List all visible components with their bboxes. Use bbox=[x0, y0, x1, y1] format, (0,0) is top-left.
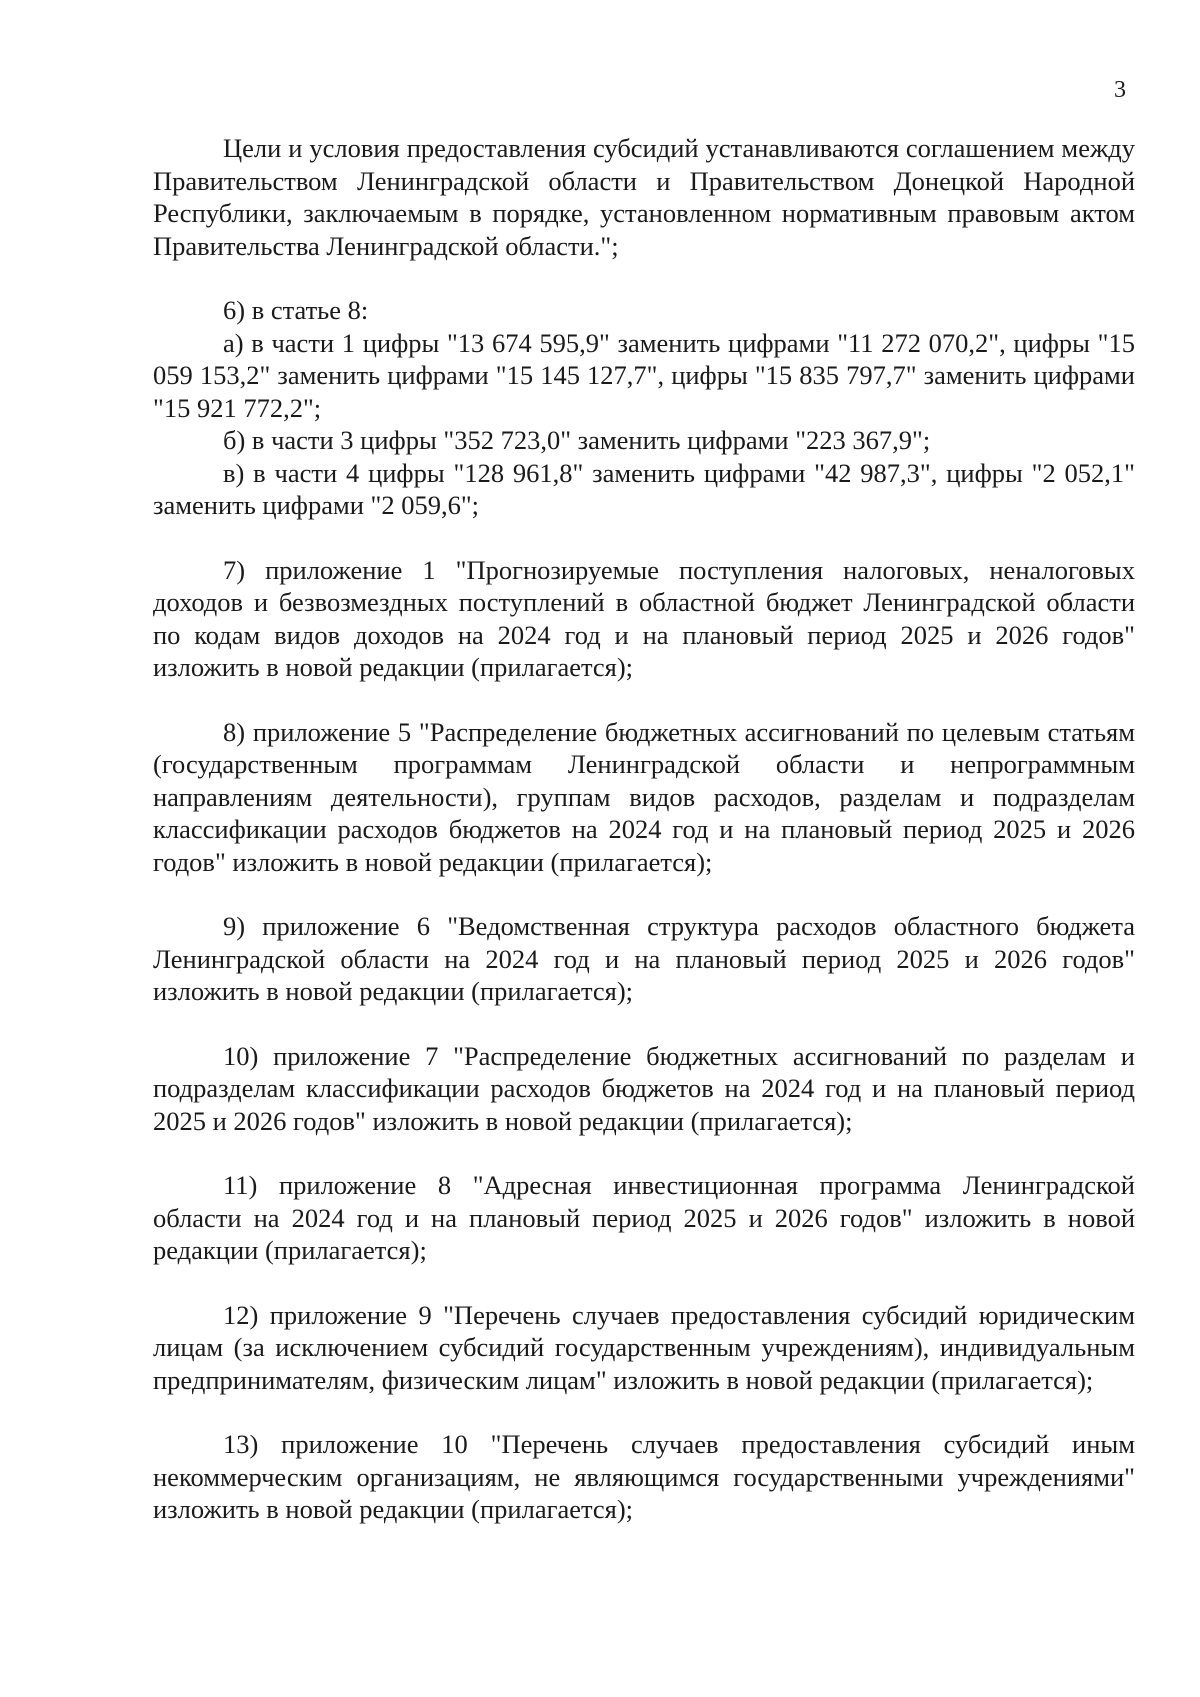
paragraph-item-6v: в) в части 4 цифры "128 961,8" заменить цифрами "42 987,3", цифры "2 052,1" заменить цифрами "2 059,6"; bbox=[153, 457, 1135, 520]
paragraph-item-13: 13) приложение 10 "Перечень случаев предоставления субсидий иным некоммерческим организациям, не являющимся государственными учреждениями" изложить в новой редакции (прилагается); bbox=[153, 1429, 1135, 1524]
paragraph-item-7: 7) приложение 1 "Прогнозируемые поступления налоговых, неналоговых доходов и безвозмездных поступлений в областной бюджет Ленинградской области по кодам видов доходов на 2024 год и на плановый период 2025 и 2026 годов" изложить в новой редакции (прилагается); bbox=[153, 554, 1135, 682]
paragraph-item-10: 10) приложение 7 "Распределение бюджетных ассигнований по разделам и подразделам классификации расходов бюджетов на 2024 год и на плановый период 2025 и 2026 годов" изложить в новой редакции (прилагается); bbox=[153, 1040, 1135, 1136]
paragraph-item-12: 12) приложение 9 "Перечень случаев предоставления субсидий юридическим лицам (за исключением субсидий государственным учреждениям), индивидуальным предпринимателям, физическим лицам" изложить в новой редакции (прилагается); bbox=[153, 1299, 1135, 1395]
page-number: 3 bbox=[1114, 77, 1126, 103]
paragraph-item-6b: б) в части 3 цифры "352 723,0" заменить цифрами "223 367,9"; bbox=[223, 425, 931, 455]
paragraph-item-6a: а) в части 1 цифры "13 674 595,9" заменить цифрами "11 272 070,2", цифры "15 059 153,2" заменить цифрами "15 145 127,7", цифры "15 835 797,7" заменить цифрами "15 921 772,2"; bbox=[153, 327, 1135, 423]
paragraph-item-6: 6) в статье 8: bbox=[223, 295, 369, 325]
paragraph-subsidy-conditions: Цели и условия предоставления субсидий устанавливаются соглашением между Правительством Ленинградской области и Правительством Донецкой Народной Республики, заключаемым в порядке, установленном нормативным правовым актом Правительства Ленинградской области."; bbox=[153, 133, 1135, 261]
document-body bbox=[153, 132, 1135, 1526]
paragraph-item-9: 9) приложение 6 "Ведомственная структура расходов областного бюджета Ленинградской области на 2024 год и на плановый период 2025 и 2026 годов" изложить в новой редакции (прилагается); bbox=[153, 911, 1135, 1006]
paragraph-item-8: 8) приложение 5 "Распределение бюджетных ассигнований по целевым статьям (государственным программам Ленинградской области и непрограммным направлениям деятельности), группам видов расходов, разделам и подразделам классификации расходов бюджетов на 2024 год и на плановый период 2025 и 2026 годов" изложить в новой редакции (прилагается); bbox=[153, 716, 1135, 877]
paragraph-item-11: 11) приложение 8 "Адресная инвестиционная программа Ленинградской области на 2024 год и на плановый период 2025 и 2026 годов" изложить в новой редакции (прилагается); bbox=[153, 1170, 1135, 1265]
